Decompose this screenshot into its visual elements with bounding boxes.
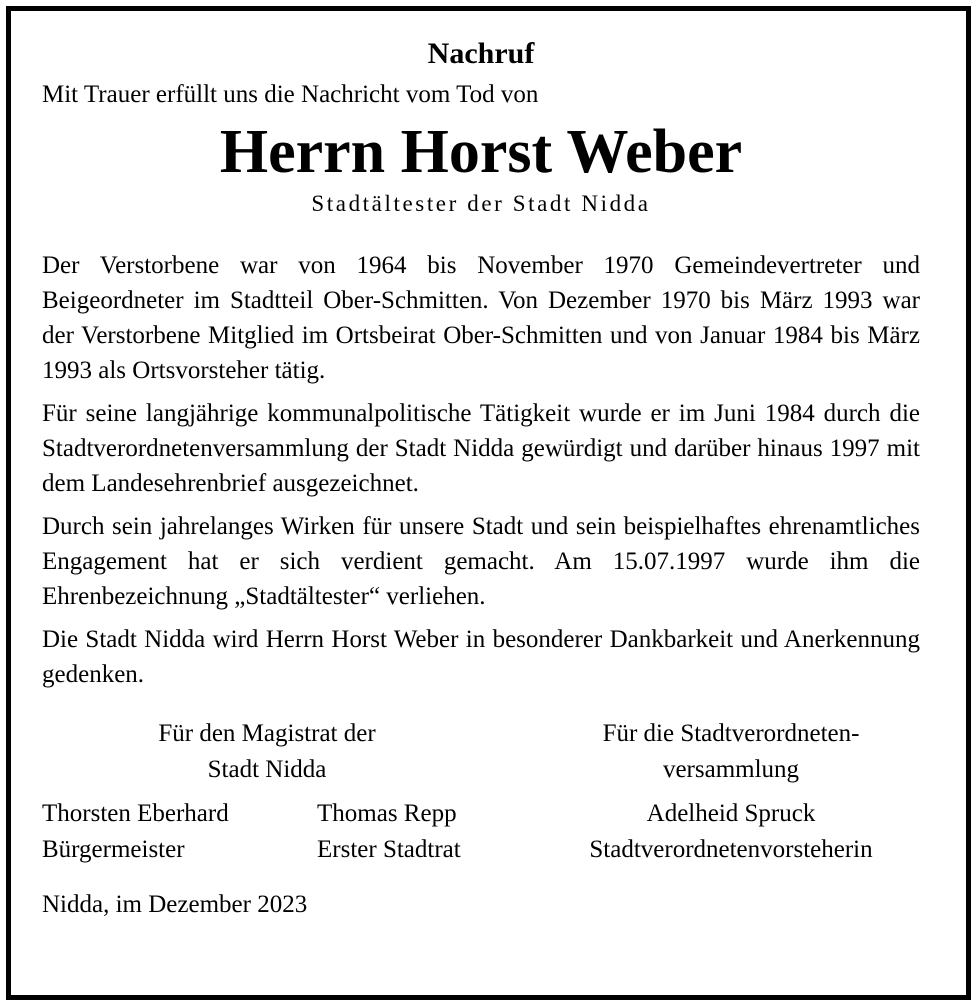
obituary-notice	[42, 36, 920, 945]
signer-name: Thomas Repp	[317, 800, 457, 827]
signer-role: Bürgermeister	[42, 836, 185, 863]
magistrat-heading-line2: Stadt Nidda	[207, 756, 327, 783]
paragraph-remembrance: Die Stadt Nidda wird Herrn Horst Weber in besonderer Dankbarkeit und Anerkennung gedenken.	[42, 626, 920, 688]
assembly-heading	[542, 716, 920, 788]
assembly-heading-line1: Für die Stadtverordneten-	[602, 720, 860, 747]
paragraph-engagement: Durch sein jahrelanges Wirken für unsere Stadt und sein beispielhaftes ehrenamtliches Engagement hat er sich verdient gemacht. Am 15.07.1997 wurde ihm die Ehrenbezeichnung „Stadtältester“ verliehen.	[42, 513, 920, 610]
honorary-title: Stadtältester der Stadt Nidda	[311, 191, 651, 216]
signer-assembly-chair	[542, 796, 920, 868]
magistrat-heading-line1: Für den Magistrat der	[158, 720, 376, 747]
intro-line: Mit Trauer erfüllt uns die Nachricht vom Tod von	[42, 81, 539, 108]
notice-body	[42, 248, 920, 692]
deceased-name: Herrn Horst Weber	[219, 118, 743, 186]
place-date: Nidda, im Dezember 2023	[42, 891, 308, 918]
signature-block	[42, 716, 920, 876]
signer-first-councillor	[317, 796, 461, 868]
signer-mayor	[42, 796, 229, 868]
paragraph-career: Der Verstorbene war von 1964 bis November 1970 Gemeindevertreter und Beigeordneter im Stadtteil Ober-Schmitten. Von Dezember 1970 bis März 1993 war der Verstorbene Mitglied im Ortsbeirat Ober-Schmitten und von Januar 1984 bis März 1993 als Ortsvorsteher tätig.	[42, 252, 920, 384]
notice-heading: Nachruf	[427, 37, 535, 70]
assembly-heading-line2: versammlung	[662, 756, 800, 783]
signer-name: Thorsten Eberhard	[42, 800, 229, 827]
magistrat-heading	[42, 716, 492, 788]
signer-name: Adelheid Spruck	[646, 800, 816, 827]
signer-role: Erster Stadtrat	[317, 836, 461, 863]
signer-role: Stadtverordnetenvorsteherin	[589, 836, 873, 863]
paragraph-honors: Für seine langjährige kommunalpolitische Tätigkeit wurde er im Juni 1984 durch die Stadtverordnetenversammlung der Stadt Nidda gewürdigt und darüber hinaus 1997 mit dem Landesehrenbrief ausgezeichnet.	[42, 400, 920, 497]
